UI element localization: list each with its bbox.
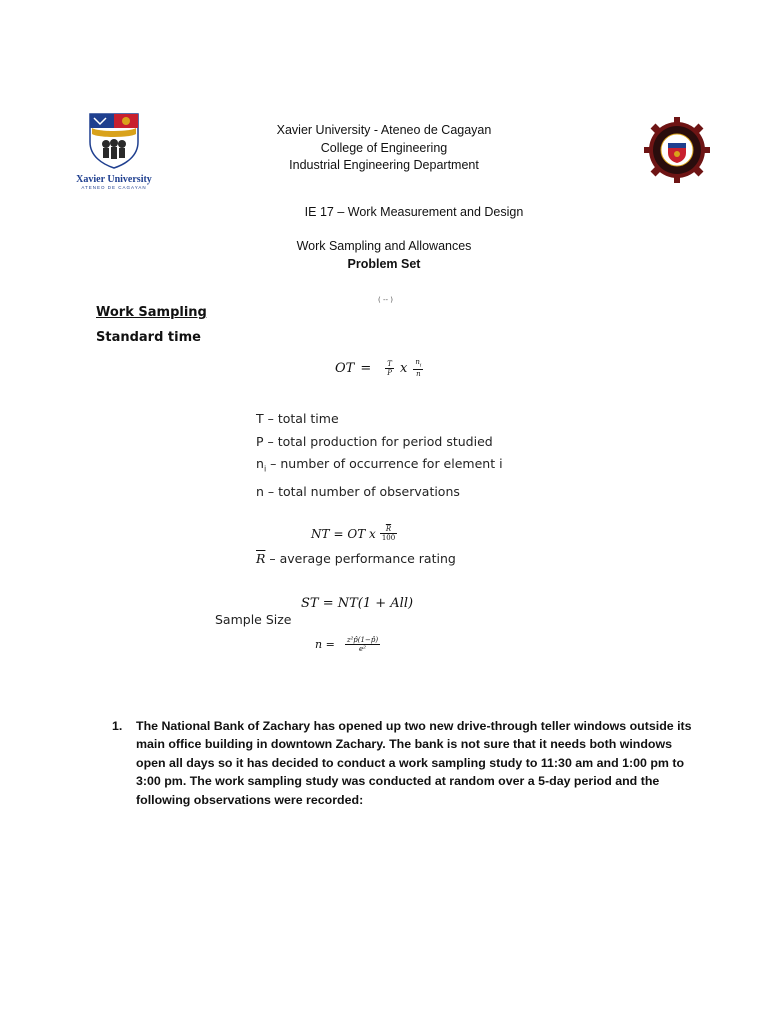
n-frac-denominator: e²: [358, 645, 366, 653]
ot-frac2-numerator: n: [415, 358, 420, 366]
problem-text: [136, 717, 696, 809]
section-heading: Work Sampling: [96, 305, 207, 320]
problem-line: following observations were recorded:: [136, 792, 364, 807]
problem-set-title: Work Sampling and Allowances: [296, 239, 472, 253]
section-subheading: Standard time: [96, 330, 201, 345]
ot-fraction-nin: [413, 358, 423, 378]
xu-shield-icon: [74, 112, 154, 170]
nt-frac-numerator: $\overline{R}$: [385, 525, 392, 533]
def-average-rating: $\overline{R}$ – average performance rating: [256, 551, 456, 566]
ot-fraction-tp: [385, 360, 394, 377]
def-total-time: T – total time: [256, 411, 339, 426]
ot-frac1-numerator: T: [387, 359, 392, 368]
ot-times: x: [399, 360, 408, 376]
sample-size-formula: [315, 636, 380, 653]
ot-lhs: OT: [335, 360, 355, 376]
ot-equals: =: [360, 360, 372, 376]
nt-frac-denominator: 100: [381, 534, 396, 542]
department-name: Industrial Engineering Department: [289, 158, 479, 172]
left-logo-subtext: ATENEO DE CAGAYAN: [81, 185, 147, 190]
university-name: Xavier University - Ateneo de Cagayan: [276, 123, 492, 137]
nt-rhs: = OT x: [333, 526, 376, 541]
def-total-observations: n – total number of observations: [256, 484, 460, 499]
nt-lhs: NT: [311, 526, 330, 541]
problem-set-subtitle: Problem Set: [347, 256, 421, 271]
n-lhs: n =: [315, 638, 335, 651]
st-formula: ST = NT(1 + All): [301, 596, 414, 611]
n-frac-numerator: z²p̂(1−p̂): [346, 636, 379, 644]
left-logo-text: Xavier University: [76, 174, 152, 185]
problem-line: The National Bank of Zachary has opened up two new drive-through teller windows outside its: [136, 719, 692, 733]
def-occurrence: $n_i$ – number of occurrence for element i: [256, 456, 503, 474]
course-title: IE 17 – Work Measurement and Design: [304, 205, 524, 219]
problem-line: main office building in downtown Zachary. The bank is not sure that it needs both windows: [136, 737, 673, 752]
problem-line: open all days so it has decided to conduct a work sampling study to 11:30 am and 1:00 pm to: [136, 755, 685, 770]
nt-formula: [311, 525, 397, 542]
n-fraction: [345, 636, 380, 653]
problem-line: 3:00 pm. The work sampling study was conducted at random over a 5-day period and the: [136, 774, 660, 789]
sample-size-label: Sample Size: [215, 612, 292, 627]
ot-frac1-denominator: P: [387, 368, 392, 377]
college-name: College of Engineering: [320, 140, 448, 155]
ot-frac2-numerator-sub: i: [419, 362, 422, 369]
gear-seal-icon: [644, 117, 710, 183]
stray-mark: ( -- ): [378, 296, 393, 304]
xavier-university-logo: [74, 112, 154, 190]
nt-fraction: [380, 525, 397, 542]
college-of-engineering-seal: [644, 117, 710, 183]
problem-number: 1.: [112, 719, 123, 733]
def-total-production: P – total production for period studied: [256, 433, 493, 449]
ot-frac2-denominator: n: [416, 370, 421, 379]
ot-formula: [335, 358, 423, 378]
